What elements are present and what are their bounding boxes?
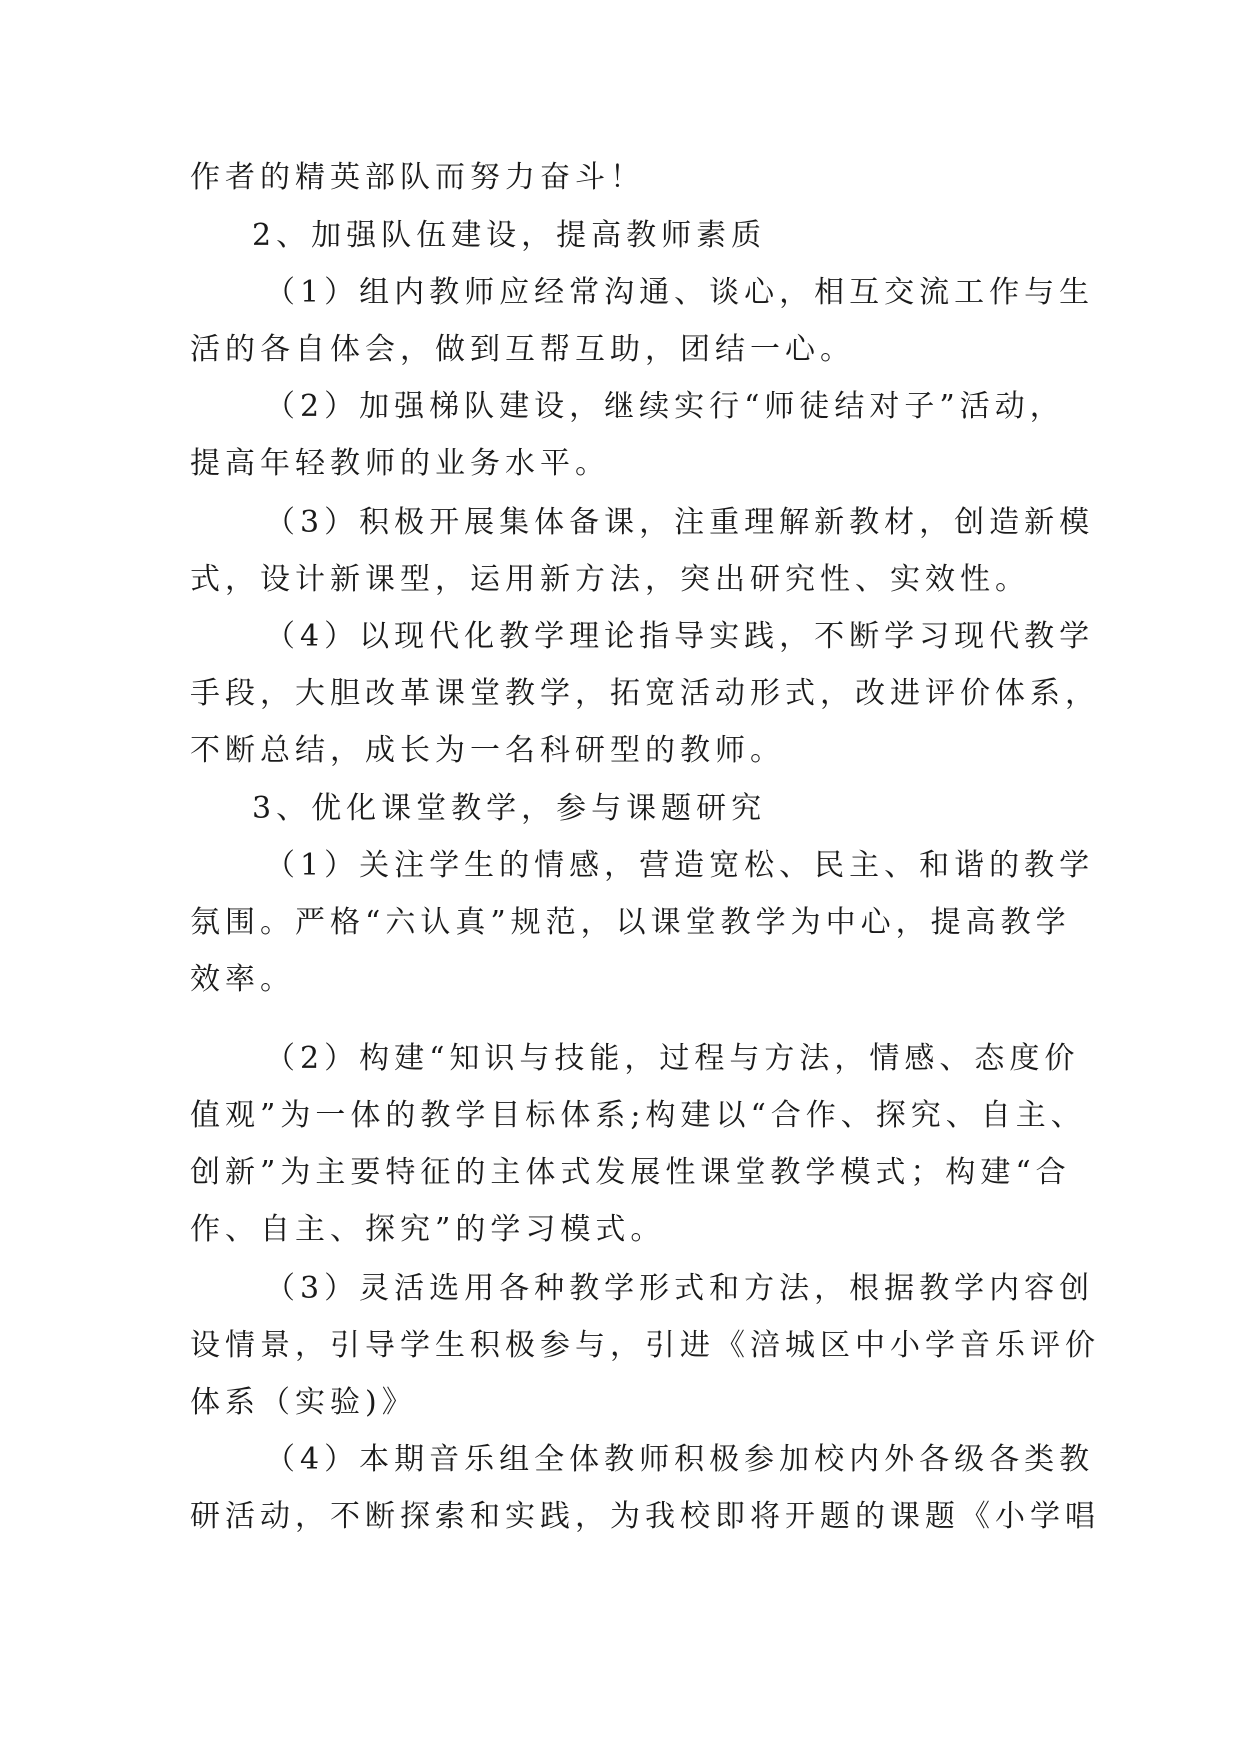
- section-heading: 3、优化课堂教学，参与课题研究: [252, 791, 767, 826]
- text-line: 提高年轻教师的业务水平。: [190, 446, 610, 481]
- text-line: 值观”为一体的教学目标体系;构建以“合作、探究、自主、: [190, 1098, 1086, 1133]
- text-line: 研活动，不断探索和实践，为我校即将开题的课题《小学唱: [190, 1499, 1100, 1534]
- text-line: （1）关注学生的情感，营造宽松、民主、和谐的教学: [265, 848, 1095, 883]
- text-line: （3）积极开展集体备课，注重理解新教材，创造新模: [265, 505, 1095, 540]
- text-line: 式，设计新课型，运用新方法，突出研究性、实效性。: [190, 562, 1030, 597]
- text-line: 氛围。严格“六认真”规范，以课堂教学为中心，提高教学: [190, 905, 1071, 940]
- text-line: 手段，大胆改革课堂教学，拓宽活动形式，改进评价体系，: [190, 676, 1100, 711]
- section-heading: 2、加强队伍建设，提高教师素质: [252, 218, 767, 253]
- text-line: （4）以现代化教学理论指导实践，不断学习现代教学: [265, 619, 1095, 654]
- text-line: （1）组内教师应经常沟通、谈心，相互交流工作与生: [265, 275, 1095, 310]
- text-line: 作、自主、探究”的学习模式。: [190, 1212, 666, 1247]
- text-line: 效率。: [190, 962, 295, 997]
- text-line: 不断总结，成长为一名科研型的教师。: [190, 733, 785, 768]
- text-line: 设情景，引导学生积极参与，引进《涪城区中小学音乐评价: [190, 1328, 1100, 1363]
- text-line: 体系（实验)》: [190, 1385, 417, 1420]
- text-line: 活的各自体会，做到互帮互助，团结一心。: [190, 332, 855, 367]
- text-line: （4）本期音乐组全体教师积极参加校内外各级各类教: [265, 1442, 1095, 1477]
- text-line: （2）加强梯队建设，继续实行“师徒结对子”活动，: [265, 389, 1065, 424]
- text-line: （2）构建“知识与技能，过程与方法，情感、态度价: [265, 1041, 1080, 1076]
- text-line: 作者的精英部队而努力奋斗！: [190, 160, 645, 195]
- text-line: 创新”为主要特征的主体式发展性课堂教学模式；构建“合: [190, 1155, 1071, 1190]
- text-line: （3）灵活选用各种教学形式和方法，根据教学内容创: [265, 1271, 1095, 1306]
